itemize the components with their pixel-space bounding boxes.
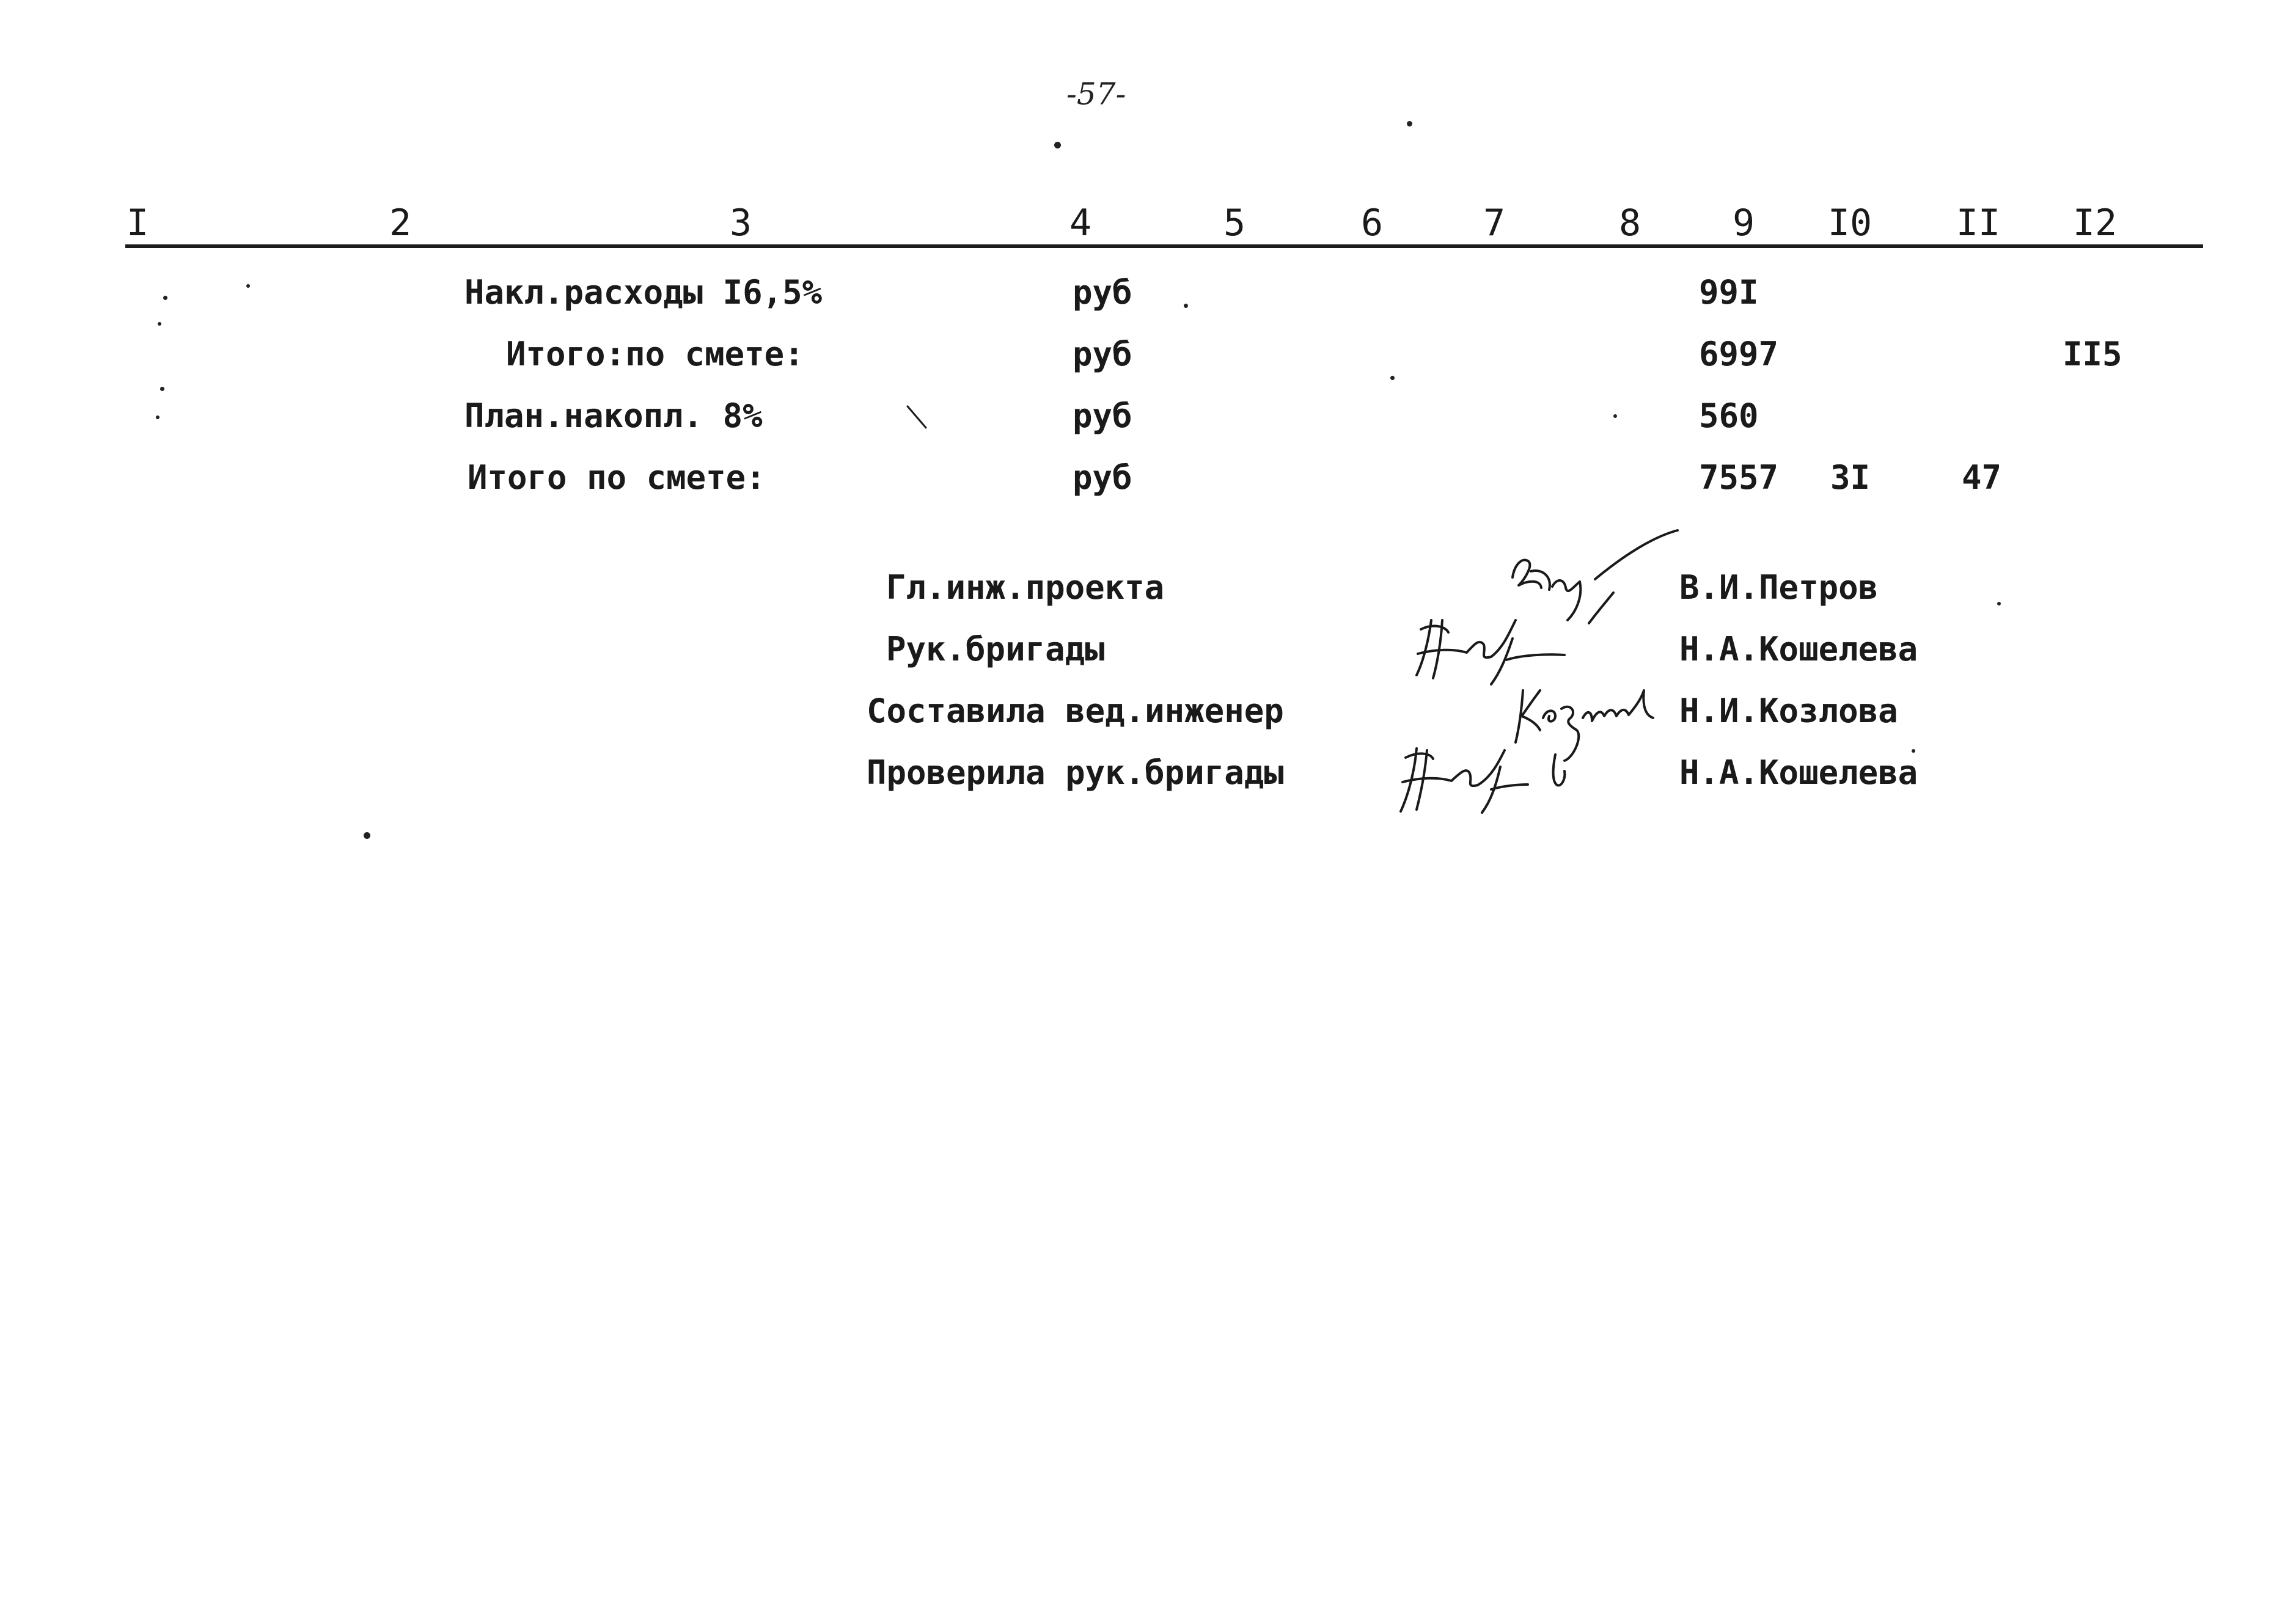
row-unit: руб [1073,397,1132,435]
column-header: II [1956,202,2001,244]
signatory-name: Н.А.Кошелева [1679,630,1918,668]
row-col9: 7557 [1699,458,1779,497]
column-header: 4 [1069,202,1092,244]
signatory-role: Составила вед.инженер [867,692,1284,730]
row-col9: 560 [1699,397,1759,435]
ink-speck [364,832,370,839]
row-unit: руб [1073,458,1132,497]
signature-kosheleva-2 [1401,748,1564,813]
page-number: -57- [1066,76,1126,112]
row-unit: руб [1073,273,1132,312]
stray-pen-mark [908,406,926,428]
ink-speck [160,387,164,391]
row-description: Накл.расходы I6,5% [464,273,823,312]
column-header: 7 [1483,202,1506,244]
ink-speck [163,296,167,300]
row-col9: 99I [1699,273,1759,312]
row-description: Итого по смете: [468,458,766,497]
signatory-role: Гл.инж.проекта [886,568,1165,607]
signatory-name: В.И.Петров [1679,568,1879,607]
signature-kozlova [1516,690,1653,761]
ink-speck [156,415,160,419]
row-description: План.накопл. 8% [464,397,763,435]
row-unit: руб [1073,335,1132,373]
ink-speck [1997,602,2001,605]
ink-speck [1407,121,1412,126]
signatory-role: Проверила рук.бригады [867,753,1284,792]
ink-speck [1613,414,1617,418]
column-header: 9 [1732,202,1755,244]
column-header: 2 [389,202,412,244]
column-header: 5 [1223,202,1246,244]
signatory-role: Рук.бригады [886,630,1105,668]
ink-speck [246,284,250,288]
header-rule [125,244,2203,248]
signature-petrov [1513,530,1678,620]
column-header: 3 [729,202,752,244]
ink-speck [1184,304,1188,308]
column-header: I2 [2072,202,2118,244]
row-col9: 6997 [1699,335,1779,373]
ink-speck [1390,376,1395,380]
column-header: I [126,202,149,244]
signature-kosheleva-1 [1417,593,1613,684]
signatory-name: Н.А.Кошелева [1679,753,1918,792]
row-col12: II5 [2063,335,2122,373]
row-col10: 3I [1830,458,1871,497]
column-header: I0 [1827,202,1872,244]
ink-speck [1054,142,1061,148]
column-header: 6 [1360,202,1384,244]
ink-speck [1912,749,1915,753]
column-header: 8 [1618,202,1641,244]
signatory-name: Н.И.Козлова [1679,692,1898,730]
ink-speck [158,322,161,326]
row-col11: 47 [1962,458,2002,497]
row-description: Итого:по смете: [506,335,804,373]
